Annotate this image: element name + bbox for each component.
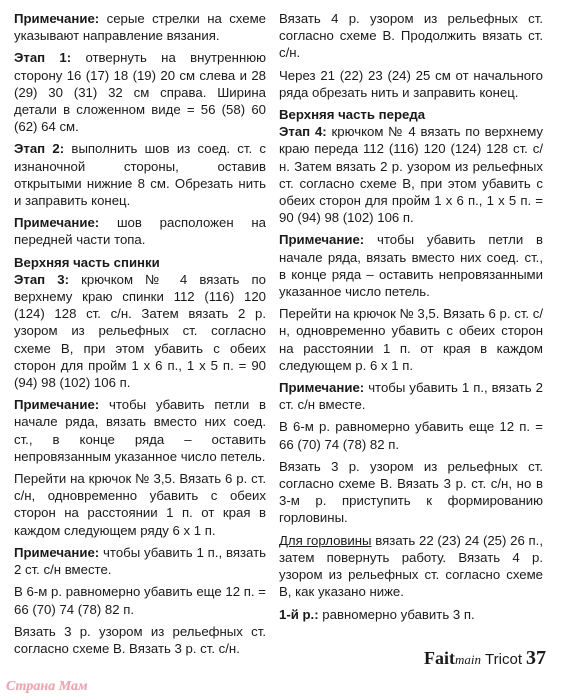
brand-name: Fait <box>424 648 456 668</box>
row-label: 1-й р.: <box>279 606 319 622</box>
note-paragraph <box>14 396 266 465</box>
neckline-paragraph <box>279 532 543 601</box>
instruction-paragraph: В 6-м р. равномерно убавить еще 12 п. = 66 (70) 74 (78) 82 п. <box>279 419 543 452</box>
instruction-paragraph: В 6-м р. равномерно убавить еще 12 п. = 66 (70) 74 (78) 82 п. <box>14 584 266 617</box>
section-heading-front: Верхняя часть переда <box>279 107 426 123</box>
note-text: чтобы убавить 1 п., вязать 2 ст. с/н вместе. <box>279 380 543 413</box>
row-paragraph <box>279 606 543 623</box>
note-paragraph <box>279 231 543 300</box>
right-column <box>279 10 543 628</box>
step-text: крючком № 4 вязать по верхнему краю переда 112 (116) 120 (124) 128 ст. с/н. Затем вязать 2 р. узором из рельефных ст. согласно схеме В, при этом убавить с обеих сторон для пройм 1 х 6 п., 1 х 5 п. = 90 (94) 98 (102) 106 п. <box>279 124 543 226</box>
step-label: Этап 3: <box>14 271 70 287</box>
note-label: Примечание: <box>14 215 100 231</box>
step-paragraph <box>14 140 266 209</box>
instruction-paragraph: Вязать 3 р. узором из рельефных ст. согласно схеме В. Вязать 3 р. ст. с/н. <box>14 623 266 656</box>
section-heading-back: Верхняя часть спинки <box>14 254 160 270</box>
page-footer <box>424 647 546 670</box>
step-text: отвернуть на внутреннюю сторону 16 (17) 18 (19) 20 см слева и 28 (29) 30 (31) 32 см справа. Ширина детали в сложенном виде = 56 (58) 60 (62) 64 см. <box>14 50 267 135</box>
step-text: крючком № 4 вязать по верхнему краю спинки 112 (116) 120 (124) 128 ст. с/н. Затем вязать 2 р. узором из рельефных ст. согласно схеме В, при этом убавить с обеих сторон для пройм 1 х 6 п., 1 х 5 п. = 90 (94) 98 (102) 106 п. <box>14 271 267 391</box>
left-column <box>14 10 266 662</box>
note-paragraph <box>14 544 266 578</box>
note-text: серые стрелки на схеме указывают направление вязания. <box>14 11 266 44</box>
neckline-label: Для горловины <box>279 532 372 548</box>
note-text: чтобы убавить петли в начале ряда, вязать вместо них соед. ст., в конце ряда – оставить непровязанным указанное число петель. <box>14 397 266 464</box>
instruction-paragraph: Вязать 4 р. узором из рельефных ст. согласно схеме В. Продолжить вязать ст. с/н. <box>279 11 543 61</box>
note-label: Примечание: <box>14 397 100 413</box>
page-number: 37 <box>526 647 546 669</box>
row-text: равномерно убавить 3 п. <box>318 606 475 622</box>
step-label: Этап 4: <box>279 124 327 140</box>
step-paragraph <box>279 123 543 226</box>
step-text: выполнить шов из соед. ст. с изнаночной стороны, оставив открытыми нижние 8 см. Обрезать нить и заправить конец. <box>14 141 267 209</box>
note-paragraph <box>279 379 543 413</box>
instruction-paragraph: Перейти на крючок № 3,5. Вязать 6 р. ст. с/н, одновременно убавить с обеих сторон на расстоянии 1 п. от края в каждом следующем ряду 6 х 1 п. <box>14 471 266 538</box>
instruction-paragraph: Вязать 3 р. узором из рельефных ст. согласно схеме В. Вязать 3 р. ст. с/н, но в 3-м р. приступить к формированию горловины. <box>279 458 543 526</box>
note-label: Примечание: <box>279 232 365 248</box>
step-paragraph <box>14 271 266 391</box>
note-text: чтобы убавить 1 п., вязать 2 ст. с/н вместе. <box>14 544 266 578</box>
neckline-text: вязать 22 (23) 24 (25) 26 п., затем повернуть работу. Вязать 4 р. узором из рельефных ст. согласно схеме В, как указано ниже. <box>279 532 543 600</box>
note-paragraph <box>14 10 266 44</box>
brand-name-main: main <box>455 652 482 667</box>
note-label: Примечание: <box>279 380 365 396</box>
brand-name-tricot: Tricot <box>485 651 522 668</box>
note-label: Примечание: <box>14 11 100 26</box>
note-paragraph <box>14 214 266 248</box>
step-paragraph <box>14 49 266 135</box>
note-text: чтобы убавить петли в начале ряда, вязать вместо них соед. ст., в конце ряда – оставить непровязанными указанное число петель. <box>279 232 543 300</box>
watermark: Страна Мам <box>6 679 88 694</box>
step-label: Этап 2: <box>14 141 65 157</box>
note-text: шов расположен на передней части топа. <box>14 215 266 248</box>
instruction-paragraph: Через 21 (22) 23 (24) 25 см от начального ряда обрезать нить и заправить конец. <box>279 67 543 100</box>
note-label: Примечание: <box>14 544 100 560</box>
step-label: Этап 1: <box>14 50 72 66</box>
instruction-paragraph: Перейти на крючок № 3,5. Вязать 6 р. ст. с/н, одновременно убавить с обеих сторон на расстоянии 1 п. от края в каждом следующем р. 6 х 1 п. <box>279 306 543 373</box>
